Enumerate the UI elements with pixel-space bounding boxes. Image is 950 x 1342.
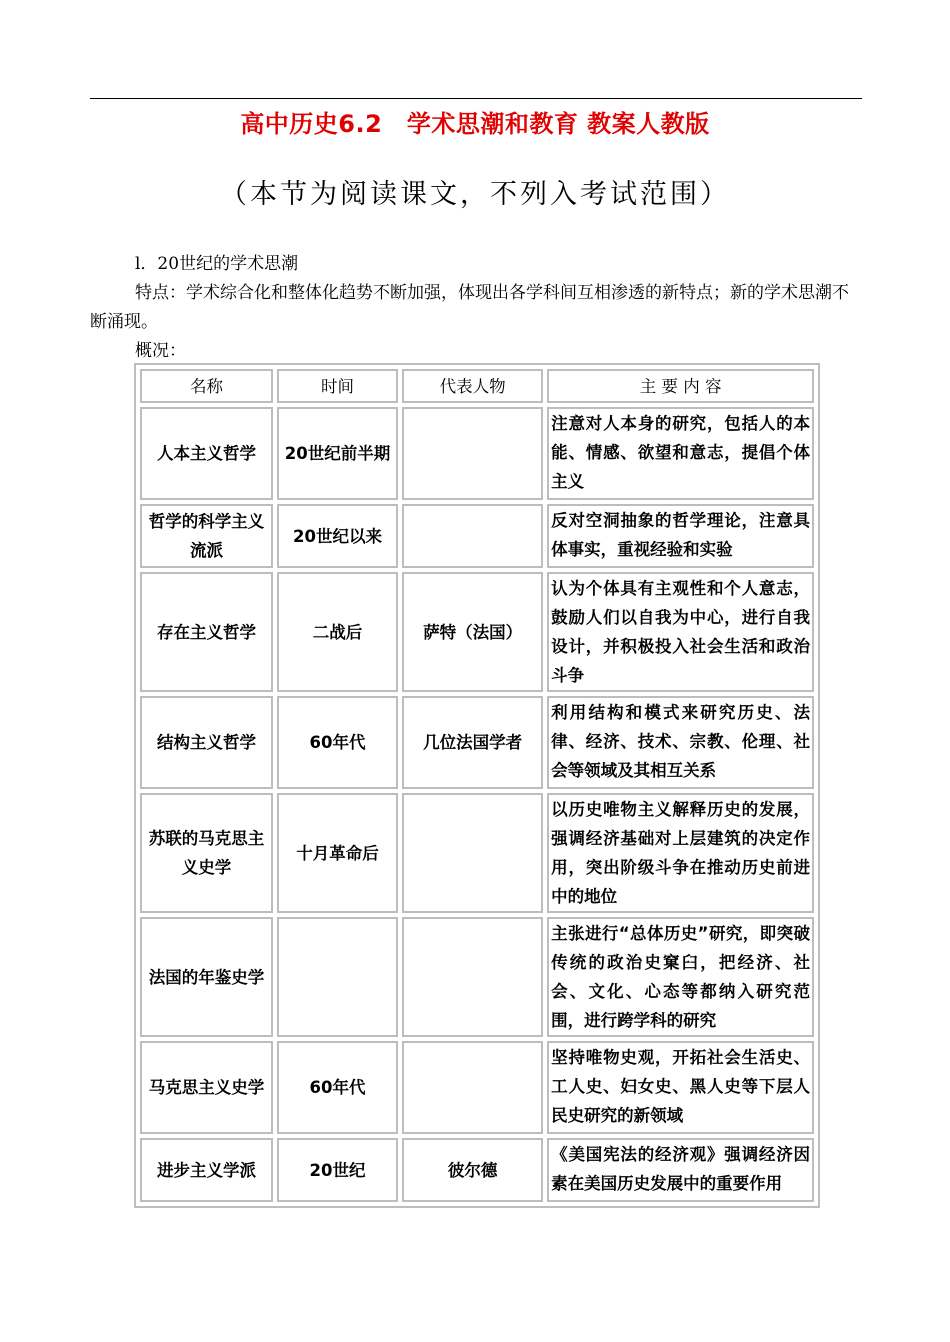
thought-trends-table bbox=[134, 363, 820, 1208]
table-row bbox=[140, 504, 814, 568]
section-heading: l．20世纪的学术思潮 bbox=[135, 254, 299, 274]
cell-time: 20世纪以来 bbox=[277, 504, 398, 568]
cell-name: 人本主义哲学 bbox=[140, 407, 273, 500]
header-person: 代表人物 bbox=[402, 369, 543, 403]
cell-person bbox=[402, 793, 543, 913]
cell-content: 坚持唯物史观，开拓社会生活史、工人史、妇女史、黑人史等下层人民史研究的新领域 bbox=[547, 1041, 814, 1134]
header-name: 名称 bbox=[140, 369, 273, 403]
cell-time bbox=[277, 917, 398, 1037]
cell-content: 反对空洞抽象的哲学理论，注意具体事实，重视经验和实验 bbox=[547, 504, 814, 568]
table-row bbox=[140, 793, 814, 913]
cell-person: 几位法国学者 bbox=[402, 696, 543, 789]
cell-name: 哲学的科学主义流派 bbox=[140, 504, 273, 568]
cell-content: 利用结构和模式来研究历史、法律、经济、技术、宗教、伦理、社会等领域及其相互关系 bbox=[547, 696, 814, 789]
cell-name: 法国的年鉴史学 bbox=[140, 917, 273, 1037]
document-title: 高中历史6.2 学术思潮和教育 教案人教版 bbox=[240, 110, 710, 138]
header-rule bbox=[90, 98, 862, 99]
cell-time: 60年代 bbox=[277, 1041, 398, 1134]
cell-time: 十月革命后 bbox=[277, 793, 398, 913]
table-row bbox=[140, 407, 814, 500]
cell-content: 《美国宪法的经济观》强调经济因素在美国历史发展中的重要作用 bbox=[547, 1138, 814, 1202]
cell-person: 彼尔德 bbox=[402, 1138, 543, 1202]
cell-name: 苏联的马克思主义史学 bbox=[140, 793, 273, 913]
features-paragraph: 特点：学术综合化和整体化趋势不断加强，体现出各学科间互相渗透的新特点；新的学术思潮不断涌现。 bbox=[90, 283, 849, 332]
cell-content: 注意对人本身的研究，包括人的本能、情感、欲望和意志，提倡个体主义 bbox=[547, 407, 814, 500]
table-row bbox=[140, 1138, 814, 1202]
table-row bbox=[140, 1041, 814, 1134]
table-header-row bbox=[140, 369, 814, 403]
cell-content: 以历史唯物主义解释历史的发展，强调经济基础对上层建筑的决定作用，突出阶级斗争在推动历史前进中的地位 bbox=[547, 793, 814, 913]
cell-person: 萨特（法国） bbox=[402, 572, 543, 692]
cell-time: 60年代 bbox=[277, 696, 398, 789]
cell-time: 20世纪 bbox=[277, 1138, 398, 1202]
cell-person bbox=[402, 1041, 543, 1134]
header-content: 主 要 内 容 bbox=[547, 369, 814, 403]
cell-content: 主张进行“总体历史”研究，即突破传统的政治史窠臼，把经济、社会、文化、心态等都纳入研究范围，进行跨学科的研究 bbox=[547, 917, 814, 1037]
header-time: 时间 bbox=[277, 369, 398, 403]
overview-label: 概况： bbox=[135, 341, 186, 361]
cell-name: 马克思主义史学 bbox=[140, 1041, 273, 1134]
cell-person bbox=[402, 504, 543, 568]
thought-trends-table-wrapper bbox=[134, 363, 820, 1208]
cell-name: 进步主义学派 bbox=[140, 1138, 273, 1202]
document-subtitle: （本节为阅读课文，不列入考试范围） bbox=[220, 179, 730, 210]
cell-name: 存在主义哲学 bbox=[140, 572, 273, 692]
table-row bbox=[140, 696, 814, 789]
cell-person bbox=[402, 917, 543, 1037]
cell-time: 20世纪前半期 bbox=[277, 407, 398, 500]
table-row bbox=[140, 572, 814, 692]
cell-name: 结构主义哲学 bbox=[140, 696, 273, 789]
cell-person bbox=[402, 407, 543, 500]
cell-time: 二战后 bbox=[277, 572, 398, 692]
cell-content: 认为个体具有主观性和个人意志，鼓励人们以自我为中心，进行自我设计，并积极投入社会生活和政治斗争 bbox=[547, 572, 814, 692]
table-row bbox=[140, 917, 814, 1037]
